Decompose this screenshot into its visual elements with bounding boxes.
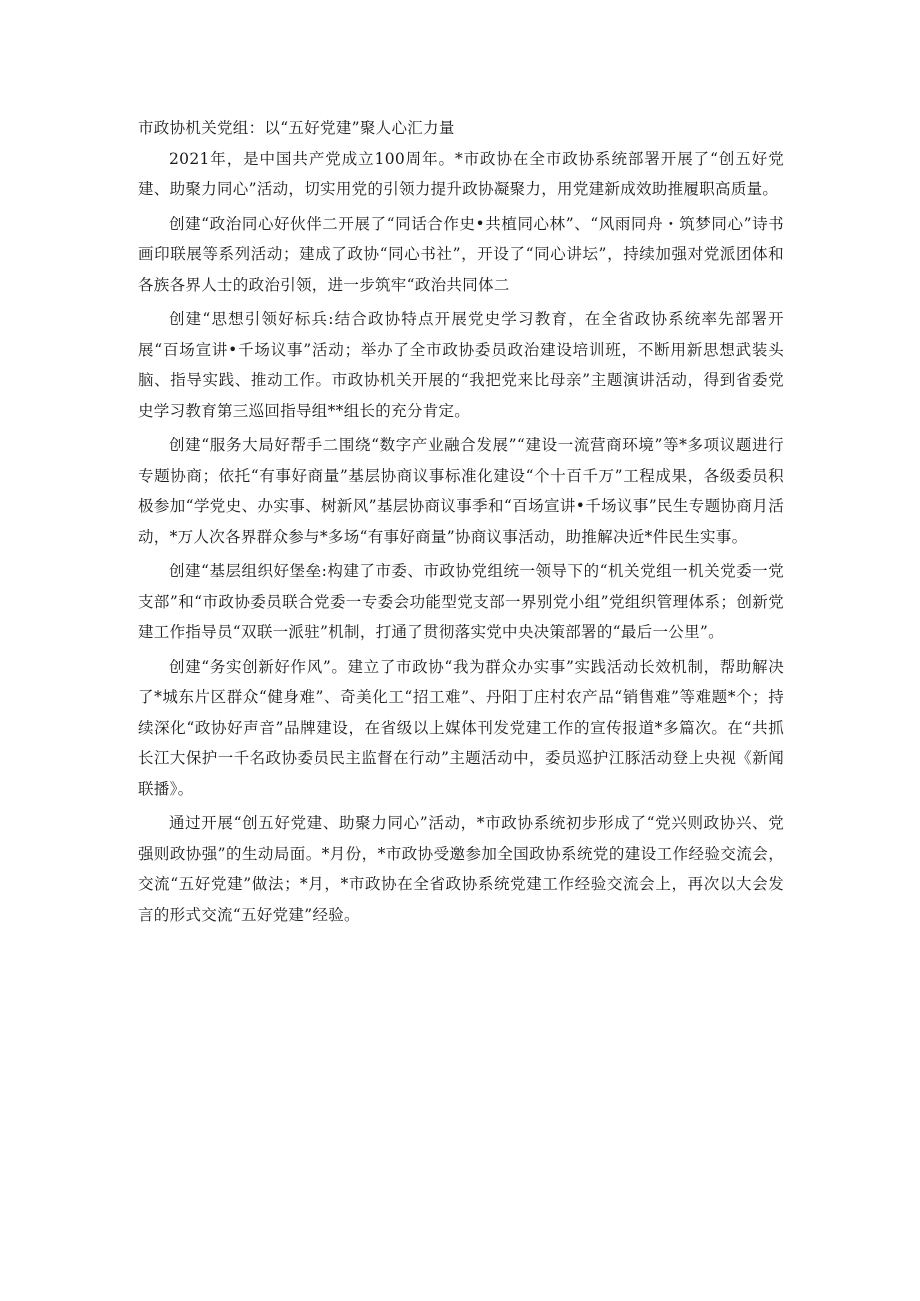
paragraph-work-style: 创建“务实创新好作风”。建立了市政协“我为群众办实事”实践活动长效机制，帮助解决了*城东片区群众“健身难”、奇美化工“招工难”、丹阳丁庄村农产品“销售难”等难题*个；持续深化“政协好声音”品牌建设，在省级以上媒体刊发党建工作的宣传报道*多篇次。在“共抓长江大保护一千名政协委员民主监督在行动”主题活动中，委员巡护江豚活动登上央视《新闻联播》。 <box>138 657 784 798</box>
paragraph-conclusion: 通过开展“创五好党建、助聚力同心”活动，*市政协系统初步形成了“党兴则政协兴、党强则政协强”的生动局面。*月份，*市政协受邀参加全国政协系统党的建设工作经验交流会，交流“五好党建”做法；*月，*市政协在全省政协系统党建工作经验交流会上，再次以大会发言的形式交流“五好党建”经验。 <box>138 814 784 924</box>
document-page <box>138 113 784 934</box>
paragraph-political-partner: 创建“政治同心好伙伴二开展了“同话合作史•共植同心林”、“风雨同舟・筑梦同心”诗书画印联展等系列活动；建成了政协“同心书社”，开设了“同心讲坛”，持续加强对党派团体和各族各界人士的政治引领，进一步筑牢“政治共同体二 <box>138 214 784 294</box>
paragraph-intro: 2021年，是中国共产党成立100周年。*市政协在全市政协系统部署开展了“创五好党建、助聚力同心”活动，切实用党的引领力提升政协凝聚力，用党建新成效助推履职高质量。 <box>138 149 784 198</box>
paragraph-service-helper: 创建“服务大局好帮手二围绕“数字产业融合发展”“建设一流营商环境”等*多项议题进行专题协商；依托“有事好商量”基层协商议事标准化建设“个十百千万”工程成果，各级委员积极参加“学党史、办实事、树新风”基层协商议事季和“百场宣讲•千场议事”民生专题协商月活动，*万人次各界群众参与*多场“有事好商量”协商议事活动，助推解决近*件民生实事。 <box>138 436 784 546</box>
paragraph-grassroots-fortress: 创建“基层组织好堡垒:构建了市委、市政协党组统一领导下的“机关党组一机关党委一党支部”和“市政协委员联合党委一专委会功能型党支部一界别党小组”党组织管理体系；创新党建工作指导员“双联一派驻”机制，打通了贯彻落实党中央决策部署的“最后一公里”。 <box>138 562 784 641</box>
document-title: 市政协机关党组：以“五好党建”聚人心汇力量 <box>138 119 455 137</box>
paragraph-ideological-leader: 创建“思想引领好标兵:结合政协特点开展党史学习教育，在全省政协系统率先部署开展“百场宣讲•千场议事”活动；举办了全市政协委员政治建设培训班，不断用新思想武装头脑、指导实践、推动工作。市政协机关开展的“我把党来比母亲”主题演讲活动，得到省委党史学习教育第三巡回指导组**组长的充分肯定。 <box>138 310 784 420</box>
